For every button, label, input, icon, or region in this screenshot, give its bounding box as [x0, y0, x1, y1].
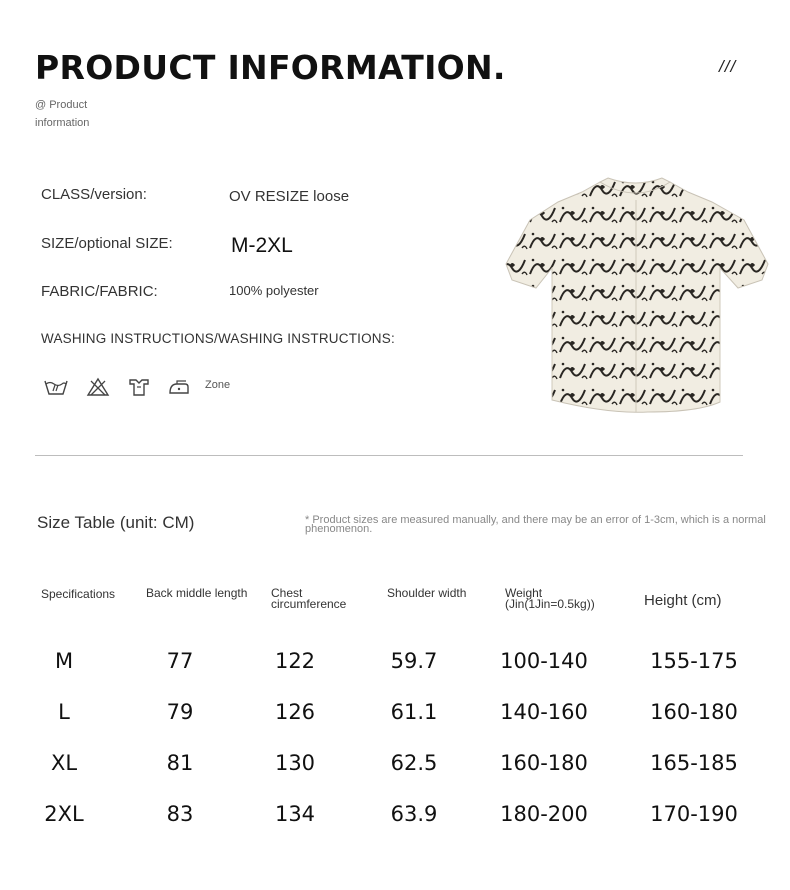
iron-low-icon: [167, 376, 191, 398]
header-specifications: Specifications: [41, 587, 116, 601]
class-label: CLASS/version:: [41, 186, 147, 203]
no-bleach-icon: [86, 376, 110, 398]
class-value: OV RESIZE loose: [229, 188, 350, 205]
cell-weight: 140-160: [500, 700, 588, 724]
size-label: SIZE/optional SIZE:: [41, 235, 173, 252]
cell-shoulder: 63.9: [390, 802, 438, 826]
cell-chest: 130: [274, 751, 316, 775]
page-subtitle: @ Product information: [35, 99, 90, 129]
hand-wash-icon: [43, 376, 69, 398]
cell-height: 160-180: [650, 700, 738, 724]
cell-shoulder: 61.1: [390, 700, 438, 724]
cell-back-length: 79: [166, 700, 194, 724]
fabric-value: 100% polyester: [229, 283, 319, 298]
cell-shoulder: 62.5: [390, 751, 438, 775]
washing-label: WASHING INSTRUCTIONS/WASHING INSTRUCTIONS:: [41, 331, 395, 346]
size-value: M-2XL: [231, 234, 293, 257]
cell-size: L: [58, 700, 70, 724]
section-divider: [35, 455, 743, 456]
size-table-title: Size Table (unit: CM): [37, 513, 195, 532]
fabric-label: FABRIC/FABRIC:: [41, 283, 158, 300]
cell-height: 165-185: [650, 751, 738, 775]
size-table-note: * Product sizes are measured manually, and there may be an error of 1-3cm, which is a normal phenomenon.: [305, 514, 766, 535]
cell-back-length: 81: [166, 751, 194, 775]
cell-back-length: 77: [166, 649, 194, 673]
header-shoulder: Shoulder width: [387, 586, 467, 600]
header-weight: Weight (Jin(1Jin=0.5kg)): [505, 586, 595, 611]
cell-height: 170-190: [650, 802, 738, 826]
header-chest: Chest circumference: [271, 586, 347, 611]
cell-size: XL: [50, 751, 78, 775]
header-back-length: Back middle length: [146, 586, 248, 600]
cell-shoulder: 59.7: [390, 649, 438, 673]
cell-chest: 134: [274, 802, 316, 826]
cell-weight: 100-140: [500, 649, 588, 673]
cell-height: 155-175: [650, 649, 738, 673]
cell-chest: 126: [274, 700, 316, 724]
cell-size: M: [54, 649, 74, 673]
hang-dry-icon: [128, 376, 150, 398]
page-title: PRODUCT INFORMATION.: [35, 48, 506, 87]
shirt-image: [498, 176, 774, 422]
cell-weight: 160-180: [500, 751, 588, 775]
cell-size: 2XL: [44, 802, 84, 826]
cell-chest: 122: [274, 649, 316, 673]
cell-weight: 180-200: [500, 802, 588, 826]
cell-back-length: 83: [166, 802, 194, 826]
zone-label: Zone: [205, 379, 231, 391]
decorative-slashes: ///: [719, 57, 737, 76]
header-height: Height (cm): [644, 592, 722, 609]
